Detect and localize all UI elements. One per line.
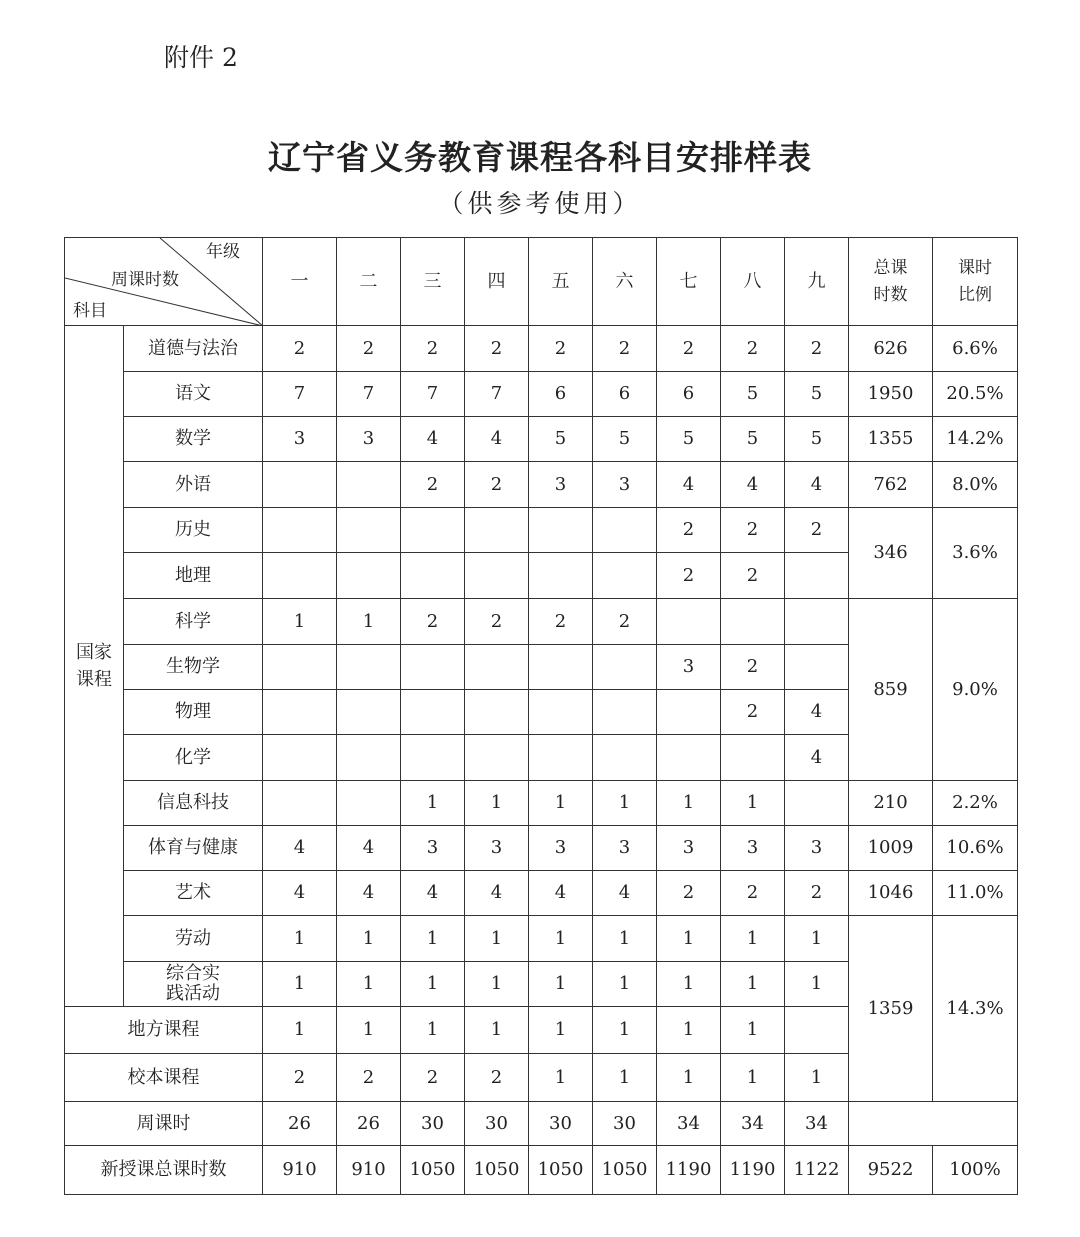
weekly-hours-cell: [593, 553, 657, 599]
weekly-hours-cell: 1050: [593, 1146, 657, 1195]
weekly-hours-cell: 1: [401, 916, 465, 962]
weekly-hours-cell: [337, 781, 401, 826]
weekly-hours-cell: 4: [593, 871, 657, 916]
weekly-hours-cell: 1: [263, 599, 337, 645]
weekly-hours-cell: [529, 645, 593, 690]
weekly-hours-cell: 1: [593, 962, 657, 1007]
weekly-hours-cell: 2: [529, 599, 593, 645]
ratio-cell: 8.0%: [933, 462, 1018, 508]
page-subtitle: （供参考使用）: [438, 189, 642, 218]
weekly-hours-cell: [593, 508, 657, 553]
weekly-hours-cell: 4: [529, 871, 593, 916]
weekly-hours-cell: [465, 553, 529, 599]
weekly-hours-cell: 5: [721, 372, 785, 417]
weekly-hours-cell: 4: [401, 417, 465, 462]
weekly-hours-cell: 3: [657, 826, 721, 871]
total-hours-cell: 9522: [849, 1146, 933, 1195]
weekly-hours-cell: [263, 508, 337, 553]
weekly-hours-cell: 7: [263, 372, 337, 417]
weekly-hours-cell: 2: [401, 1054, 465, 1102]
weekly-hours-cell: 4: [337, 871, 401, 916]
weekly-hours-cell: 3: [529, 462, 593, 508]
weekly-hours-cell: 5: [785, 417, 849, 462]
weekly-hours-cell: 2: [785, 508, 849, 553]
weekly-hours-cell: 1050: [401, 1146, 465, 1195]
grade-header: 二: [337, 238, 401, 326]
weekly-hours-cell: 1: [593, 1007, 657, 1054]
weekly-hours-cell: 2: [721, 645, 785, 690]
weekly-hours-cell: [657, 735, 721, 781]
weekly-hours-cell: 1: [657, 916, 721, 962]
national-label-line1: 国家: [76, 642, 112, 663]
weekly-hours-cell: 1: [401, 962, 465, 1007]
weekly-hours-cell: [529, 508, 593, 553]
subject-name: 物理: [124, 690, 263, 735]
weekly-hours-cell: 1: [529, 962, 593, 1007]
weekly-hours-cell: 910: [337, 1146, 401, 1195]
subject-name: 科学: [124, 599, 263, 645]
total-hours-cell: 1355: [849, 417, 933, 462]
weekly-hours-cell: 4: [465, 417, 529, 462]
subject-row: [65, 916, 1018, 962]
total-hours-cell: 1950: [849, 372, 933, 417]
weekly-hours-cell: 1: [263, 962, 337, 1007]
corner-grade-label: 年级: [206, 242, 240, 262]
subject-row: [65, 326, 1018, 372]
ratio-cell: 14.3%: [933, 916, 1018, 1102]
weekly-hours-cell: 3: [593, 462, 657, 508]
weekly-hours-cell: 2: [465, 462, 529, 508]
weekly-hours-cell: 4: [785, 690, 849, 735]
subject-name: 语文: [124, 372, 263, 417]
weekly-hours-cell: 2: [465, 326, 529, 372]
weekly-hours-cell: [657, 690, 721, 735]
total-hours-cell: 210: [849, 781, 933, 826]
attachment-label: 附件 2: [164, 43, 238, 72]
weekly-hours-cell: 2: [401, 462, 465, 508]
subject-name: 道德与法治: [124, 326, 263, 372]
weekly-hours-cell: [401, 690, 465, 735]
weekly-hours-cell: 1: [721, 1007, 785, 1054]
weekly-hours-cell: [529, 735, 593, 781]
weekly-hours-cell: 4: [263, 871, 337, 916]
weekly-hours-cell: 1050: [465, 1146, 529, 1195]
weekly-hours-cell: [721, 735, 785, 781]
weekly-hours-cell: 4: [785, 735, 849, 781]
subject-name: 艺术: [124, 871, 263, 916]
weekly-hours-cell: 4: [401, 871, 465, 916]
total-hours-header-line2: 时数: [873, 284, 908, 305]
weekly-hours-cell: [337, 462, 401, 508]
weekly-hours-cell: [337, 690, 401, 735]
weekly-hours-cell: 4: [785, 462, 849, 508]
weekly-hours-cell: 2: [657, 553, 721, 599]
weekly-hours-cell: 1: [401, 1007, 465, 1054]
weekly-hours-cell: 7: [337, 372, 401, 417]
weekly-hours-cell: [465, 735, 529, 781]
weekly-hours-cell: 1: [529, 781, 593, 826]
weekly-hours-cell: 1: [593, 781, 657, 826]
subject-name-line2: 践活动: [166, 983, 220, 1004]
weekly-hours-cell: 3: [657, 645, 721, 690]
weekly-hours-cell: 2: [465, 599, 529, 645]
subject-name: 数学: [124, 417, 263, 462]
ratio-header: [933, 238, 1018, 326]
weekly-hours-cell: 2: [721, 326, 785, 372]
subject-row: [65, 599, 1018, 645]
weekly-hours-cell: 1: [263, 916, 337, 962]
weekly-hours-cell: 7: [465, 372, 529, 417]
weekly-hours-cell: 3: [785, 826, 849, 871]
weekly-hours-cell: [785, 645, 849, 690]
total-hours-cell: 1359: [849, 916, 933, 1102]
weekly-hours-cell: 3: [465, 826, 529, 871]
subject-name: 历史: [124, 508, 263, 553]
total-hours-header-line1: 总课: [873, 258, 908, 279]
weekly-hours-cell: 2: [401, 326, 465, 372]
weekly-hours-cell: 1: [785, 962, 849, 1007]
weekly-hours-cell: [593, 690, 657, 735]
weekly-hours-cell: 26: [263, 1102, 337, 1146]
ratio-cell: 10.6%: [933, 826, 1018, 871]
subject-name: 地理: [124, 553, 263, 599]
grade-header: 一: [263, 238, 337, 326]
weekly-hours-cell: 3: [529, 826, 593, 871]
ratio-cell: 6.6%: [933, 326, 1018, 372]
total-hours-cell: 1046: [849, 871, 933, 916]
weekly-hours-cell: 2: [657, 871, 721, 916]
weekly-hours-cell: [593, 645, 657, 690]
weekly-hours-cell: 1: [465, 962, 529, 1007]
total-hours-cell: 346: [849, 508, 933, 599]
weekly-hours-cell: [337, 735, 401, 781]
weekly-hours-cell: 4: [465, 871, 529, 916]
weekly-hours-cell: 1: [657, 962, 721, 1007]
weekly-hours-cell: [465, 690, 529, 735]
weekly-hours-cell: 30: [593, 1102, 657, 1146]
ratio-cell: 100%: [933, 1146, 1018, 1195]
grade-header: 七: [657, 238, 721, 326]
total-hours-cell: 1009: [849, 826, 933, 871]
subject-row: [65, 781, 1018, 826]
grade-header: 六: [593, 238, 657, 326]
weekly-hours-cell: [263, 553, 337, 599]
weekly-hours-cell: 5: [657, 417, 721, 462]
subject-name: 生物学: [124, 645, 263, 690]
weekly-hours-cell: 2: [337, 326, 401, 372]
weekly-hours-cell: [401, 735, 465, 781]
weekly-hours-cell: 3: [337, 417, 401, 462]
subject-name: 新授课总课时数: [65, 1146, 263, 1195]
empty-summary-cell: [849, 1102, 1018, 1146]
weekly-hours-cell: [593, 735, 657, 781]
grade-header: 三: [401, 238, 465, 326]
weekly-hours-cell: [263, 735, 337, 781]
weekly-hours-cell: 6: [657, 372, 721, 417]
weekly-hours-cell: 1: [721, 781, 785, 826]
weekly-hours-cell: 2: [721, 690, 785, 735]
weekly-hours-cell: 1: [657, 1054, 721, 1102]
subject-name: 地方课程: [65, 1007, 263, 1054]
weekly-hours-cell: 1: [593, 1054, 657, 1102]
weekly-hours-cell: [529, 553, 593, 599]
weekly-hours-cell: [785, 1007, 849, 1054]
weekly-hours-cell: [337, 645, 401, 690]
weekly-hours-cell: 910: [263, 1146, 337, 1195]
weekly-hours-cell: [785, 553, 849, 599]
weekly-hours-cell: 5: [529, 417, 593, 462]
national-curriculum-label: [65, 326, 124, 1007]
weekly-hours-cell: 1: [593, 916, 657, 962]
weekly-hours-cell: [785, 599, 849, 645]
subject-row: [65, 417, 1018, 462]
subject-row: [65, 871, 1018, 916]
weekly-hours-cell: 2: [593, 326, 657, 372]
ratio-cell: 11.0%: [933, 871, 1018, 916]
weekly-hours-cell: 2: [529, 326, 593, 372]
weekly-hours-cell: 30: [465, 1102, 529, 1146]
weekly-hours-cell: 2: [785, 871, 849, 916]
weekly-hours-cell: 1: [721, 1054, 785, 1102]
weekly-hours-cell: [465, 508, 529, 553]
subject-name: 校本课程: [65, 1054, 263, 1102]
page-title: 辽宁省义务教育课程各科目安排样表: [268, 138, 812, 177]
weekly-hours-cell: [401, 645, 465, 690]
weekly-hours-cell: 1: [529, 916, 593, 962]
grade-header: 八: [721, 238, 785, 326]
weekly-hours-cell: 2: [785, 326, 849, 372]
subject-name: 劳动: [124, 916, 263, 962]
weekly-hours-cell: 2: [593, 599, 657, 645]
weekly-hours-cell: 26: [337, 1102, 401, 1146]
weekly-hours-cell: 2: [465, 1054, 529, 1102]
ratio-cell: 3.6%: [933, 508, 1018, 599]
weekly-hours-cell: 6: [529, 372, 593, 417]
weekly-hours-cell: [337, 508, 401, 553]
ratio-cell: 9.0%: [933, 599, 1018, 781]
total-hours-cell: 859: [849, 599, 933, 781]
weekly-hours-cell: 1: [721, 962, 785, 1007]
ratio-header-line2: 比例: [958, 284, 992, 305]
subject-row: [65, 826, 1018, 871]
weekly-hours-cell: 1: [785, 1054, 849, 1102]
subject-row: [65, 1146, 1018, 1195]
weekly-hours-cell: 1: [529, 1007, 593, 1054]
weekly-hours-cell: 2: [337, 1054, 401, 1102]
weekly-hours-cell: 7: [401, 372, 465, 417]
weekly-hours-cell: 6: [593, 372, 657, 417]
corner-subject-label: 科目: [73, 300, 107, 321]
grade-header: 四: [465, 238, 529, 326]
weekly-hours-cell: 2: [401, 599, 465, 645]
weekly-hours-cell: 1: [529, 1054, 593, 1102]
grade-header: 九: [785, 238, 849, 326]
weekly-hours-cell: 1050: [529, 1146, 593, 1195]
weekly-hours-cell: 2: [657, 508, 721, 553]
subject-name: [124, 962, 263, 1007]
weekly-hours-cell: [785, 781, 849, 826]
weekly-hours-cell: 1190: [721, 1146, 785, 1195]
weekly-hours-cell: 1: [657, 1007, 721, 1054]
ratio-cell: 20.5%: [933, 372, 1018, 417]
weekly-hours-cell: 1: [337, 599, 401, 645]
weekly-hours-cell: 1: [721, 916, 785, 962]
weekly-hours-cell: 30: [529, 1102, 593, 1146]
weekly-hours-cell: 3: [263, 417, 337, 462]
weekly-hours-cell: [721, 599, 785, 645]
weekly-hours-cell: 4: [721, 462, 785, 508]
weekly-hours-cell: 4: [263, 826, 337, 871]
ratio-cell: 2.2%: [933, 781, 1018, 826]
weekly-hours-cell: 5: [721, 417, 785, 462]
weekly-hours-cell: 34: [657, 1102, 721, 1146]
weekly-hours-cell: [337, 553, 401, 599]
total-hours-cell: 626: [849, 326, 933, 372]
total-hours-header: [849, 238, 933, 326]
weekly-hours-cell: [529, 690, 593, 735]
subject-row: [65, 508, 1018, 553]
weekly-hours-cell: 1: [465, 916, 529, 962]
weekly-hours-cell: 1190: [657, 1146, 721, 1195]
weekly-hours-cell: 1: [657, 781, 721, 826]
corner-header-cell: [65, 238, 263, 326]
ratio-header-line1: 课时: [958, 258, 992, 279]
weekly-hours-cell: 5: [785, 372, 849, 417]
subject-name: 外语: [124, 462, 263, 508]
weekly-hours-cell: 2: [263, 326, 337, 372]
subject-name: 信息科技: [124, 781, 263, 826]
weekly-hours-cell: 1: [401, 781, 465, 826]
weekly-hours-cell: 1: [465, 1007, 529, 1054]
weekly-hours-cell: 30: [401, 1102, 465, 1146]
weekly-hours-cell: 3: [401, 826, 465, 871]
subject-row: [65, 462, 1018, 508]
weekly-hours-cell: 2: [657, 326, 721, 372]
subject-name-line1: 综合实: [166, 963, 220, 985]
weekly-hours-cell: [263, 645, 337, 690]
grade-header: 五: [529, 238, 593, 326]
weekly-hours-cell: 34: [721, 1102, 785, 1146]
weekly-hours-cell: [263, 462, 337, 508]
ratio-cell: 14.2%: [933, 417, 1018, 462]
weekly-hours-cell: 5: [593, 417, 657, 462]
weekly-hours-cell: 1: [337, 1007, 401, 1054]
subject-row: [65, 372, 1018, 417]
weekly-hours-cell: [263, 781, 337, 826]
weekly-hours-cell: 1122: [785, 1146, 849, 1195]
weekly-hours-cell: 4: [337, 826, 401, 871]
subject-name: 周课时: [65, 1102, 263, 1146]
weekly-hours-cell: 1: [337, 916, 401, 962]
weekly-hours-cell: 2: [721, 508, 785, 553]
subject-name: 化学: [124, 735, 263, 781]
weekly-hours-cell: [657, 599, 721, 645]
subject-row: [65, 1102, 1018, 1146]
weekly-hours-cell: [465, 645, 529, 690]
weekly-hours-cell: 2: [263, 1054, 337, 1102]
weekly-hours-cell: 3: [721, 826, 785, 871]
weekly-hours-cell: 4: [657, 462, 721, 508]
weekly-hours-cell: 34: [785, 1102, 849, 1146]
total-hours-cell: 762: [849, 462, 933, 508]
weekly-hours-cell: 1: [465, 781, 529, 826]
weekly-hours-cell: 1: [785, 916, 849, 962]
national-label-line2: 课程: [76, 669, 112, 690]
weekly-hours-cell: 1: [263, 1007, 337, 1054]
weekly-hours-cell: 2: [721, 871, 785, 916]
weekly-hours-cell: 3: [593, 826, 657, 871]
weekly-hours-cell: [401, 508, 465, 553]
weekly-hours-cell: 2: [721, 553, 785, 599]
weekly-hours-cell: [401, 553, 465, 599]
corner-hours-label: 周课时数: [111, 270, 179, 290]
weekly-hours-cell: [263, 690, 337, 735]
weekly-hours-cell: 1: [337, 962, 401, 1007]
subject-name: 体育与健康: [124, 826, 263, 871]
curriculum-table: [64, 237, 1018, 1195]
header-row: [65, 238, 1018, 326]
